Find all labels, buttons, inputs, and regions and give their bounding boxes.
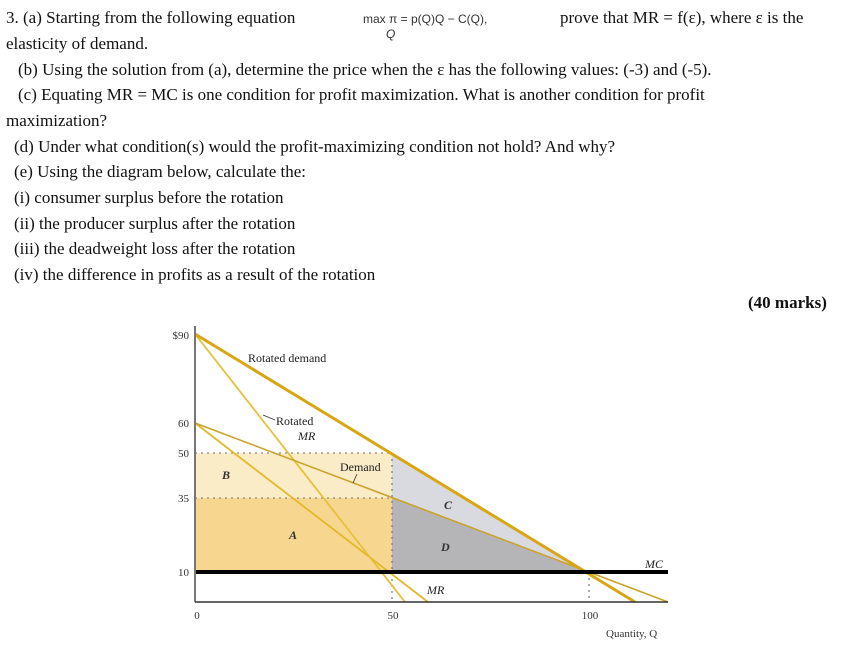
label-rotated-mr-2: MR: [298, 429, 316, 443]
label-rotated-mr-1: Rotated: [276, 414, 314, 428]
question-e-i: (i) consumer surplus before the rotation: [14, 188, 284, 207]
y-tick-10: 10: [178, 567, 189, 579]
question-c-line2: maximization?: [6, 111, 108, 130]
label-area-B: B: [222, 468, 231, 482]
question-e-iv: (iv) the difference in profits as a result of the rotation: [14, 265, 376, 284]
profit-equation: max π = p(Q)Q − C(Q),: [363, 12, 488, 26]
question-e-ii: (ii) the producer surplus after the rotation: [14, 214, 296, 233]
x-tick-50: 50: [387, 610, 399, 622]
x-tick-0: 0: [194, 610, 200, 622]
y-tick-90: $90: [172, 330, 189, 342]
question-a-line2: elasticity of demand.: [6, 34, 149, 53]
x-tick-100: 100: [581, 610, 599, 622]
label-mr: MR: [427, 583, 445, 597]
question-e-iii: (iii) the deadweight loss after the rotation: [14, 239, 296, 258]
equation-subscript: Q: [386, 27, 396, 41]
question-c-line1: (c) Equating MR = MC is one condition for profit maximization. What is another condition for profit: [18, 85, 705, 104]
label-area-D: D: [441, 540, 450, 554]
x-axis-label: Quantity, Q: [606, 628, 658, 640]
label-mc: MC: [645, 557, 663, 571]
question-b: (b) Using the solution from (a), determine the price when the ε has the following values: (-3) and (-5).: [18, 60, 712, 79]
question-a-line1-tail: prove that MR = f(ε), where ε is the: [560, 8, 804, 27]
y-tick-35: 35: [178, 493, 189, 505]
question-d: (d) Under what condition(s) would the profit-maximizing condition not hold? And why?: [14, 137, 616, 156]
rotated-mr-pointer: [263, 415, 275, 420]
label-area-C: C: [444, 498, 453, 512]
label-rotated-demand: Rotated demand: [248, 351, 327, 365]
question-e: (e) Using the diagram below, calculate the:: [14, 162, 307, 181]
y-tick-50: 50: [178, 448, 189, 460]
marks-label: (40 marks): [748, 293, 827, 312]
y-tick-60: 60: [178, 418, 189, 430]
label-area-A: A: [289, 528, 298, 542]
question-a-line1: 3. (a) Starting from the following equation: [6, 8, 296, 27]
label-demand: Demand: [340, 460, 381, 474]
